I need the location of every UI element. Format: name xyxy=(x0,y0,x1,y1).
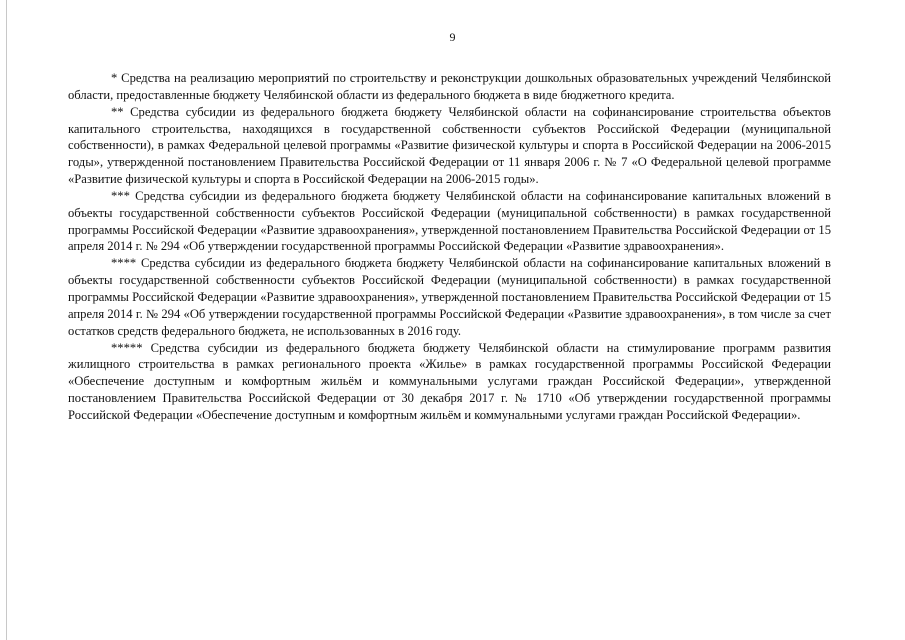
footnote-text: Средства субсидии из федерального бюджета бюджету Челябинской области на стимулирование программ развития жилищного строительства в рамках регионального проекта «Жилье» в рамках государственной программы Российской Федерации «Обеспечение доступным и комфортным жильём и коммунальными услугами граждан Российской Федерации», утвержденной постановлением Правительства Российской Федерации от 30 декабря 2017 г. № 1710 «Об утверждении государственной программы Российской Федерации «Обеспечение доступным и комфортным жильём и коммунальными услугами граждан Российской Федерации». xyxy=(68,340,831,422)
footnote-marker: ** xyxy=(111,104,124,119)
footnote-marker: * xyxy=(111,71,118,85)
page-number: 9 xyxy=(449,30,456,44)
footnote-3 xyxy=(68,188,831,255)
footnote-text: Средства субсидии из федерального бюджета бюджету Челябинской области на софинансирование капитальных вложений в объекты государственной собственности субъектов Российской Федерации (муниципальной собственности) в рамках государственной программы Российской Федерации «Развитие здравоохранения», утвержденной постановлением Правительства Российской Федерации от 15 апреля 2014 г. № 294 «Об утверждении государственной программы Российской Федерации «Развитие здравоохранения», в том числе за счет остатков средств федерального бюджета, не использованных в 2016 году. xyxy=(68,256,831,338)
footnote-1 xyxy=(68,70,831,104)
footnote-2 xyxy=(68,104,831,188)
footnotes-block xyxy=(68,70,831,424)
footnote-text: Средства на реализацию мероприятий по строительству и реконструкции дошкольных образовательных учреждений Челябинской области, предоставленные бюджету Челябинской области из федерального бюджета в виде бюджетного кредита. xyxy=(68,71,831,102)
footnote-4 xyxy=(68,255,831,339)
page-edge-line xyxy=(6,0,7,640)
footnote-marker: ***** xyxy=(111,340,143,355)
footnote-text: Средства субсидии из федерального бюджета бюджету Челябинской области на софинансирование капитальных вложений в объекты государственной собственности субъектов Российской Федерации (муниципальной собственности) в рамках государственной программы Российской Федерации «Развитие здравоохранения», утвержденной постановлением Правительства Российской Федерации от 15 апреля 2014 г. № 294 «Об утверждении государственной программы Российской Федерации «Развитие здравоохранения». xyxy=(68,188,831,254)
footnote-marker: *** xyxy=(111,188,130,203)
footnote-5 xyxy=(68,340,831,424)
footnote-marker: **** xyxy=(111,256,137,271)
footnote-text: Средства субсидии из федерального бюджета бюджету Челябинской области на софинансирование строительства объектов капитального строительства, находящихся в государственной собственности субъектов Российской Федерации (муниципальной собственности), в рамках Федеральной целевой программы «Развитие физической культуры и спорта в Российской Федерации на 2006-2015 годы», утвержденной постановлением Правительства Российской Федерации от 11 января 2006 г. № 7 «О Федеральной целевой программе «Развитие физической культуры и спорта в Российской Федерации на 2006-2015 годы». xyxy=(68,104,831,187)
